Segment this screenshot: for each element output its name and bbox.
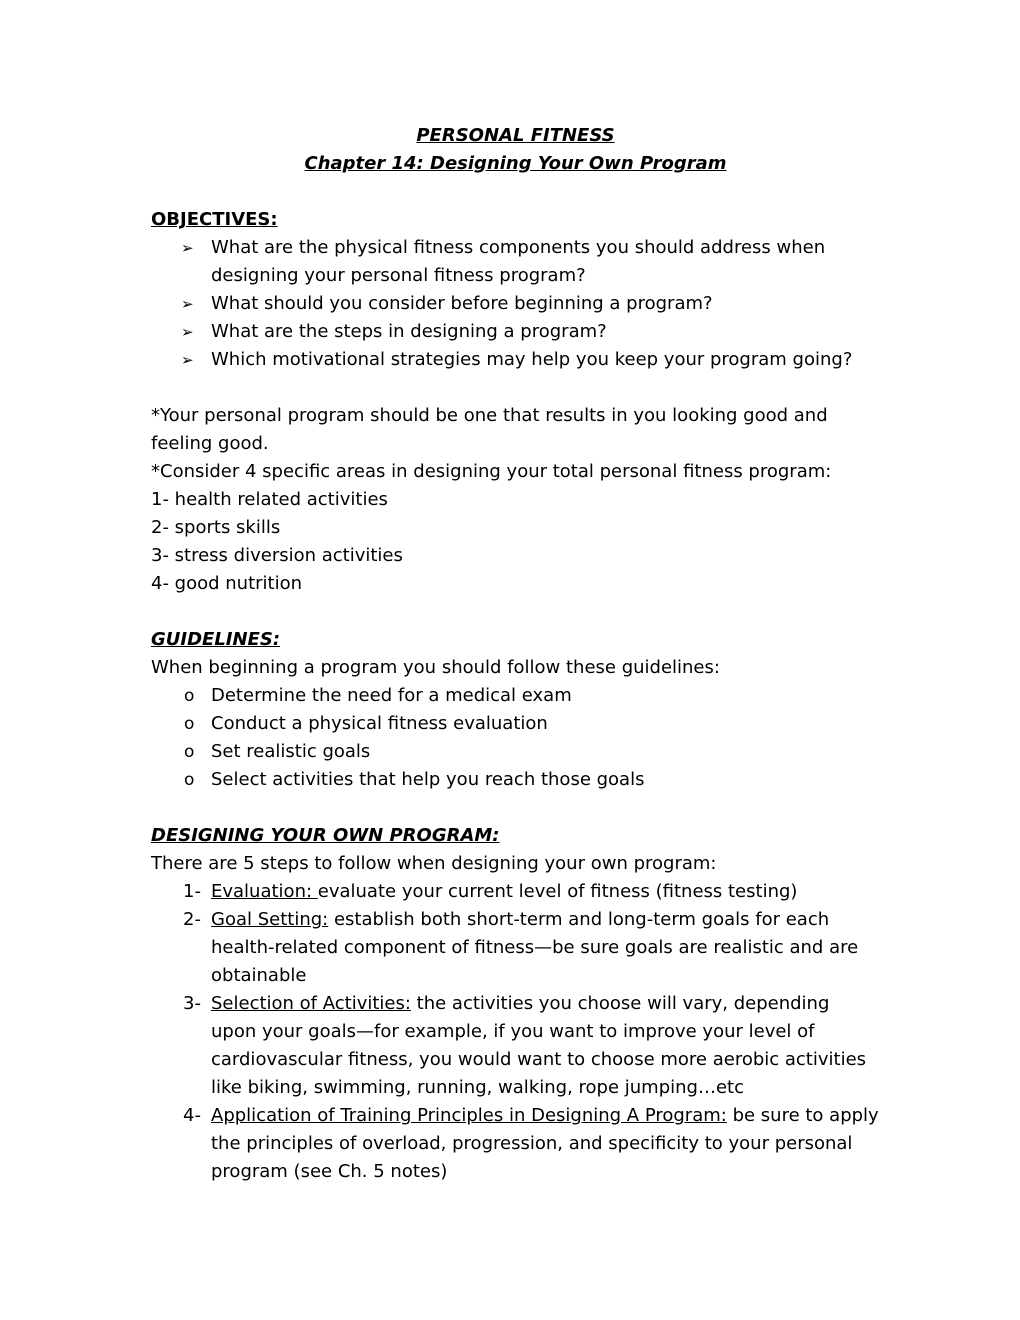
document-title: PERSONAL FITNESS (416, 125, 615, 146)
list-item (151, 346, 880, 374)
list-item (151, 234, 880, 290)
step-text: evaluate your current level of fitness (fitness testing) (317, 881, 798, 902)
step-number: 4- (183, 1105, 201, 1126)
list-item (151, 878, 880, 906)
spacer (151, 374, 880, 402)
area-item: 4- good nutrition (151, 573, 303, 594)
list-item (151, 766, 880, 794)
guidelines-heading: GUIDELINES: (151, 629, 281, 650)
guideline-text: Set realistic goals (211, 741, 371, 762)
area-item: 2- sports skills (151, 517, 281, 538)
circle-bullet-icon: o (184, 714, 195, 734)
guideline-text: Determine the need for a medical exam (211, 685, 572, 706)
list-item (151, 290, 880, 318)
circle-bullet-icon: o (184, 770, 195, 790)
step-text: be sure to apply the principles of overload, progression, and specificity to your personal program (see Ch. 5 notes) (211, 1105, 879, 1182)
arrow-bullet-icon: ➢ (181, 295, 194, 313)
step-label: Goal Setting: (211, 909, 329, 930)
document-subtitle: Chapter 14: Designing Your Own Program (304, 153, 727, 174)
steps-list (151, 878, 880, 1186)
guideline-text: Conduct a physical fitness evaluation (211, 713, 548, 734)
designing-lead: There are 5 steps to follow when designing your own program: (151, 853, 717, 874)
step-number: 1- (183, 881, 201, 902)
step-number: 3- (183, 993, 201, 1014)
list-item (151, 318, 880, 346)
guidelines-list (151, 682, 880, 794)
objectives-heading: OBJECTIVES: (151, 209, 278, 230)
objective-text: Which motivational strategies may help you keep your program going? (211, 349, 853, 370)
designing-heading: DESIGNING YOUR OWN PROGRAM: (151, 825, 500, 846)
objective-text: What are the physical fitness components you should address when designing your personal fitness program? (211, 237, 826, 286)
arrow-bullet-icon: ➢ (181, 239, 194, 257)
guidelines-lead: When beginning a program you should follow these guidelines: (151, 657, 720, 678)
step-label: Evaluation: (211, 881, 318, 902)
step-text: the activities you choose will vary, depending upon your goals—for example, if you want to improve your level of cardiovascular fitness, you would want to choose more aerobic activities like biking, swimming, running, walking, rope jumping…etc (211, 993, 867, 1098)
arrow-bullet-icon: ➢ (181, 351, 194, 369)
list-item (151, 906, 880, 990)
list-item (151, 1102, 880, 1186)
list-item (151, 738, 880, 766)
circle-bullet-icon: o (184, 686, 195, 706)
area-item: 1- health related activities (151, 489, 388, 510)
list-item (151, 682, 880, 710)
step-text: establish both short-term and long-term goals for each health-related component of fitness—be sure goals are realistic and are obtainable (211, 909, 859, 986)
step-number: 2- (183, 909, 201, 930)
circle-bullet-icon: o (184, 742, 195, 762)
area-item: 3- stress diversion activities (151, 545, 403, 566)
guideline-text: Select activities that help you reach those goals (211, 769, 645, 790)
objective-text: What are the steps in designing a program? (211, 321, 607, 342)
intro-line-1: *Your personal program should be one that results in you looking good and feeling good. (151, 405, 828, 454)
arrow-bullet-icon: ➢ (181, 323, 194, 341)
step-label: Application of Training Principles in Designing A Program: (211, 1105, 727, 1126)
objectives-list (151, 234, 880, 374)
step-label: Selection of Activities: (211, 993, 411, 1014)
objective-text: What should you consider before beginning a program? (211, 293, 713, 314)
list-item (151, 990, 880, 1102)
list-item (151, 710, 880, 738)
intro-line-2: *Consider 4 specific areas in designing your total personal fitness program: (151, 461, 832, 482)
